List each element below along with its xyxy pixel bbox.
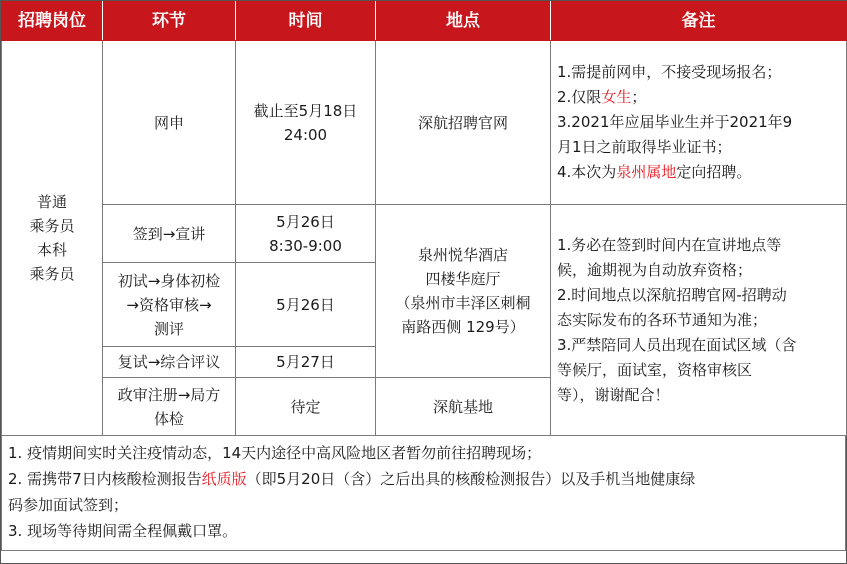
table-row [2, 205, 847, 263]
note-highlight: 泉州属地 [616, 163, 677, 181]
place-line: 四楼华庭厅 [425, 270, 501, 288]
position-line: 普通 [36, 193, 67, 211]
table-header-row [2, 2, 847, 41]
note-highlight: 女生 [601, 88, 632, 106]
header-notes: 备注 [551, 2, 847, 41]
stage-checkin: 签到→宣讲 [103, 205, 236, 263]
note-text: 定向招聘。 [676, 163, 752, 181]
footer-notes [1, 436, 846, 551]
header-stage: 环节 [103, 2, 236, 41]
time-line: 5月26日 [276, 212, 335, 231]
note-text: 4.本次为 [557, 163, 617, 181]
notes-block-2 [551, 205, 847, 436]
stage-political-review [103, 378, 236, 436]
note-line: 2.时间地点以深航招聘官网-招聘动 [557, 285, 787, 304]
footer-text: （即5月20日（含）之后出具的核酸检测报告）以及手机当地健康绿 [246, 470, 696, 488]
position-line: 本科 [36, 241, 67, 259]
notes-block-1 [551, 41, 847, 205]
stage-online-application: 网申 [103, 41, 236, 205]
note-text: ； [631, 88, 647, 106]
time-first-interview: 5月26日 [236, 263, 376, 347]
place-political-review: 深航基地 [376, 378, 551, 436]
stage-line: 体检 [153, 409, 184, 428]
table-row [2, 41, 847, 205]
footer-highlight: 纸质版 [201, 470, 247, 488]
stage-line: 政审注册→局方 [117, 385, 221, 404]
header-position: 招聘岗位 [2, 2, 103, 41]
place-online-application: 深航招聘官网 [376, 41, 551, 205]
stage-line: 初试→身体初检 [117, 271, 221, 290]
position-line: 乘务员 [29, 265, 75, 283]
note-line: 等候厅，面试室，资格审核区 [557, 360, 753, 379]
note-line: 1.需提前网申，不接受现场报名； [557, 63, 782, 81]
schedule-table [1, 1, 847, 436]
time-checkin [236, 205, 376, 263]
note-line: 3.严禁陪同人员出现在面试区域（含 [557, 335, 797, 354]
note-line: 3.2021年应届毕业生并于2021年9 [557, 113, 793, 131]
time-line: 24:00 [283, 125, 328, 144]
note-line: 等），谢谢配合！ [557, 385, 670, 404]
place-line: （泉州市丰泽区刺桐 [395, 294, 531, 312]
time-second-interview: 5月27日 [236, 347, 376, 378]
note-line: 1.务必在签到时间内在宣讲地点等 [557, 235, 782, 254]
position-line: 乘务员 [29, 217, 75, 235]
place-line: 南路西侧 129号） [401, 318, 525, 336]
time-political-review: 待定 [236, 378, 376, 436]
time-online-application [236, 41, 376, 205]
header-time: 时间 [236, 2, 376, 41]
place-hotel [376, 205, 551, 378]
stage-line: 测评 [153, 319, 184, 338]
note-text: 2.仅限 [557, 88, 602, 106]
stage-first-interview [103, 263, 236, 347]
footer-line: 1. 疫情期间实时关注疫情动态，14天内途径中高风险地区者暂勿前往招聘现场； [8, 444, 542, 462]
footer-line [8, 466, 839, 492]
note-line: 月1日之前取得毕业证书； [557, 138, 732, 156]
position-cell [2, 41, 103, 436]
stage-line: →资格审核→ [126, 295, 212, 314]
stage-second-interview: 复试→综合评议 [103, 347, 236, 378]
place-line: 泉州悦华酒店 [417, 246, 508, 264]
note-line [557, 85, 840, 110]
footer-line: 码参加面试签到； [8, 496, 129, 514]
header-place: 地点 [376, 2, 551, 41]
note-line: 候，逾期视为自动放弃资格； [557, 260, 753, 279]
footer-line: 3. 现场等待期间需全程佩戴口罩。 [8, 522, 238, 540]
note-line [557, 160, 840, 185]
note-line: 态实际发布的各环节通知为准； [557, 310, 768, 329]
time-line: 8:30-9:00 [269, 236, 342, 255]
footer-text: 2. 需携带7日内核酸检测报告 [8, 470, 202, 488]
time-line: 截止至5月18日 [253, 101, 358, 120]
